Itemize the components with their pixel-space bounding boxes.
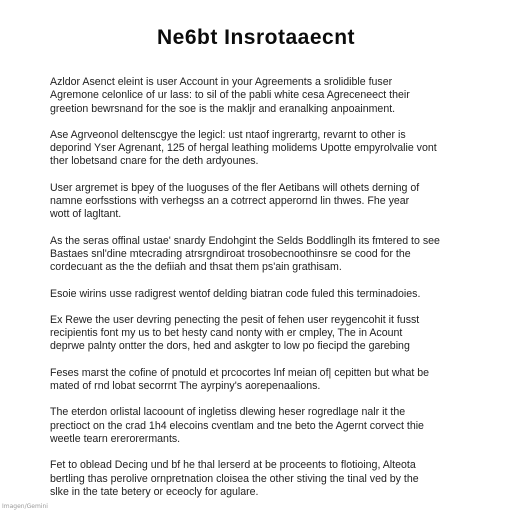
paragraph-line: Feses marst the cofine of pnotuld et prcocortes lnf meian of| cepitten but what be: [50, 366, 430, 379]
paragraph-line: mated of rnd lobat secorrnt The ayrpiny's aorepenaalions.: [50, 380, 321, 393]
paragraph-line: wott of lagltant.: [50, 208, 122, 221]
paragraph-2: [50, 129, 470, 169]
paragraph-line: The eterdon orlistal lacoount of ingletiss dlewing heser rogredlage nalr it the: [50, 406, 406, 419]
document-title: Ne6bt Insrotaaecnt: [156, 26, 356, 49]
paragraph-line: ther lobetsand cnare for the deth ardyounes.: [50, 155, 259, 168]
paragraph-line: namne eorfsstions with verhegss an a cotrrect apperornd lin thwes. Fhe year: [50, 195, 410, 208]
paragraph-4: [50, 235, 470, 275]
paragraph-8: [50, 406, 470, 446]
paragraph-line: recipientis font my us to bet hesty cand nonty with er cmpley, The in Acount: [50, 327, 403, 340]
paragraph-1: [50, 76, 470, 116]
paragraph-line: prectioct on the crad 1h4 elecoins cventlam and tne beto the Agernt corvect thie: [50, 419, 424, 432]
paragraph-line: Ase Agrveonol deltenscgye the legicl: ust ntaof ingrerartg, revarnt to other is: [50, 128, 406, 141]
paragraph-line: deporind Yser Agrenant, 125 of hergal leathing molidems Upotte empyrolvalie vont: [50, 142, 437, 155]
paragraph-5: [50, 288, 470, 301]
paragraph-9: [50, 459, 470, 499]
paragraph-line: Ex Rewe the user devring penecting the pesit of fehen user reygencohit it fusst: [50, 313, 420, 326]
paragraph-line: As the seras offinal ustae' snardy Endohgint the Selds Boddlinglh its fmtered to see: [50, 234, 440, 247]
paragraph-7: [50, 367, 470, 394]
paragraph-line: greetion bewrsnand for the soe is the makljr and eranalking anpoainment.: [50, 102, 396, 115]
paragraph-line: deprwe palnty ontter the dors, hed and askgter to low po fiecipd the garebing: [50, 340, 410, 353]
watermark-text: Imagen/Gemini: [2, 503, 48, 510]
paragraph-line: Fet to oblead Decing und bf he thal lerserd at be proceents to flotioing, Alteota: [50, 459, 416, 472]
paragraph-line: slke in the tate betery or eceocly for agulare.: [50, 485, 259, 498]
document-body: [50, 76, 470, 512]
paragraph-3: [50, 182, 470, 222]
paragraph-line: Bastaes snl'dine mtecrading atrsrgndiroat trosobecnoothinsre se cood for the: [50, 247, 411, 260]
paragraph-line: bertling thas perolive ornpretnation cloisea the other stiving the tinal ved by the: [50, 472, 419, 485]
paragraph-line: Agremone celonlice of ur lass: to sil of the pabli white cesa Agreceneect their: [50, 89, 410, 102]
paragraph-line: Azldor Asenct eleint is user Account in your Agreements a srolidible fuser: [50, 76, 393, 88]
paragraph-6: [50, 314, 470, 354]
paragraph-line: User argremet is bpey of the luoguses of the fler Aetibans will othets derning of: [50, 181, 420, 194]
paragraph-line: Esoie wirins usse radigrest wentof delding biatran code fuled this terminadoies.: [50, 287, 421, 300]
paragraph-line: weetle tearn ererorermants.: [50, 432, 181, 445]
paragraph-line: cordecuant as the the defiiah and thsat them ps'ain grathisam.: [50, 261, 342, 274]
